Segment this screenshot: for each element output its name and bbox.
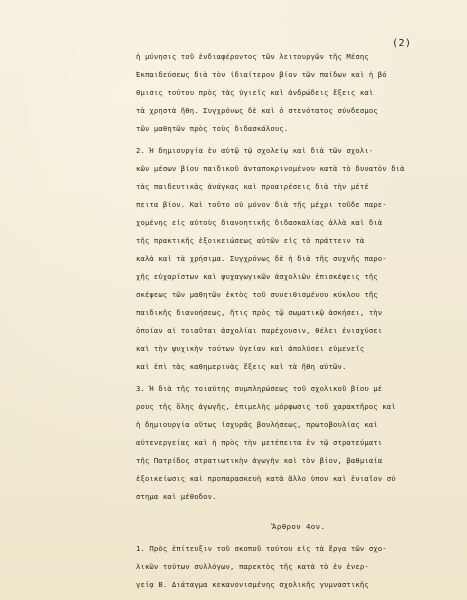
text-line: παιδικῆς διανοήσεως, ἥτις πρὸς τῷ σωματικῷ ἀσκήσει, τὴν — [136, 308, 383, 317]
text-line: ἐξοικείωσις καὶ προπαρασκευὴ κατὰ ἄλλο ὑπον καὶ ἐνιαῖον σύ — [136, 474, 396, 483]
text-line: πειτα βίον. Καὶ τοῦτο οὐ μόνον διὰ τῆς μέχρι τοῦδε παρε- — [136, 200, 387, 209]
text-line: σκέψεως τῶν μαθητῶν ἐκτὸς τοῦ συνειθισμένου κύκλου τῆς — [136, 290, 378, 299]
text-line: λικῶν τούτων συλλόγων, παρεκτὸς τῆς κατὰ τὸ ἐν ἐνερ- — [136, 562, 369, 571]
text-line: τῆς πρακτικῆς ἐξοικειώσεως αὐτῶν εἰς τὸ πράττειν τὰ — [136, 236, 365, 245]
text-line: θμισις τούτου πρὸς τὰς ὑγιεῖς καὶ ἀνδρώδεις ἕξεις καὶ — [136, 88, 374, 97]
text-line: τὰ χρηστὰ ἤθη. Συγχρόνως δὲ καὶ ὁ στενότατος σύνδεσμος — [136, 106, 378, 115]
text-line: αὐτενεργείας καὶ ἡ πρὸς τὴν μετέπειτα ἐν τῷ στρατεύματι — [136, 438, 383, 447]
text-line: ὁποίαν αἱ τοιαῦται ἀσχολίαι παρέχουσιν, θέλει ἐνισχύσει — [136, 326, 383, 335]
text-line: 3. Ἡ διὰ τῆς τοιαύτης συμπληρώσεως τοῦ σχολικοῦ βίου μέ — [136, 384, 383, 393]
text-line: Ἐκπαιδεύσεως διὰ τὸν ἰδιαίτερον βίον τῶν παίδων καὶ ἡ βό — [136, 70, 387, 79]
text-line: χομένης εἰς αὐτοὺς διανοητικῆς διδασκαλίας ἀλλὰ καὶ διὰ — [136, 218, 383, 227]
text-line: τῶν μαθητῶν πρὸς τοὺς διδασκάλους. — [136, 124, 289, 133]
text-line: κῶν μέσων βίου παιδικοῦ ἀνταποκρινομένου κατὰ τὸ δυνατὸν διὰ — [136, 164, 405, 173]
text-line: τῆς Πατρίδος στρατιωτικὴν ἀγωγὴν καὶ τὸν βίον, βαθμιαία — [136, 456, 383, 465]
text-line: ἡ μύνησις τοῦ ἐνδιαφέροντος τῶν λειτουργῶν τῆς Μέσης — [136, 52, 369, 61]
text-line: 2. Ἡ δημιουργία ἐν αὐτῷ τῷ σχολείῳ καὶ διὰ τῶν σχολι- — [136, 146, 374, 155]
text-line: καὶ τὴν ψυχικὴν τούτων ὑγείαν καὶ ἀπολύσει εὐμενεῖς — [136, 344, 365, 353]
page-number: (2) — [392, 38, 412, 49]
text-line: στημα καὶ μέθοδον. — [136, 492, 217, 501]
text-line: τὰς παιδευτικὰς ἀνάγκας καὶ προαιρέσεις διὰ τὴν μέτέ — [136, 182, 369, 191]
text-line: ἡ δημιουργία οὕτως ἰσχυρᾶς βουλήσεως, πρωτοβουλίας καὶ — [136, 420, 378, 429]
text-line: 1. Πρὸς ἐπίτευξιν τοῦ σκοποῦ τούτου εἰς τὰ ἔργα τῶν σχο- — [136, 544, 387, 553]
text-line: γείᾳ Β. Διάταγμα κεκανονισμένης σχολικῆς γυμναστικῆς — [136, 580, 369, 589]
section-title: Ἄρθρον 4ον. — [272, 522, 326, 531]
text-line: καὶ ἐπὶ τὰς καθημερινὰς ἕξεις καὶ τὰ ἤθη αὐτῶν. — [136, 362, 347, 371]
text-line: ρους τῆς ὅλης ἀγωγῆς, ἐπιμελὴς μόρφωσις τοῦ χαρακτῆρος καὶ — [136, 402, 396, 411]
text-line: καλὰ καὶ τὰ χρήσιμα. Συγχρόνως δὲ ἡ διὰ τῆς συχνῆς παρο- — [136, 254, 387, 263]
text-line: χῆς εὐχαρίστων καὶ ψυχαγωγικῶν ἀσχολιῶν ἐπισκέψεις τῆς — [136, 272, 378, 281]
